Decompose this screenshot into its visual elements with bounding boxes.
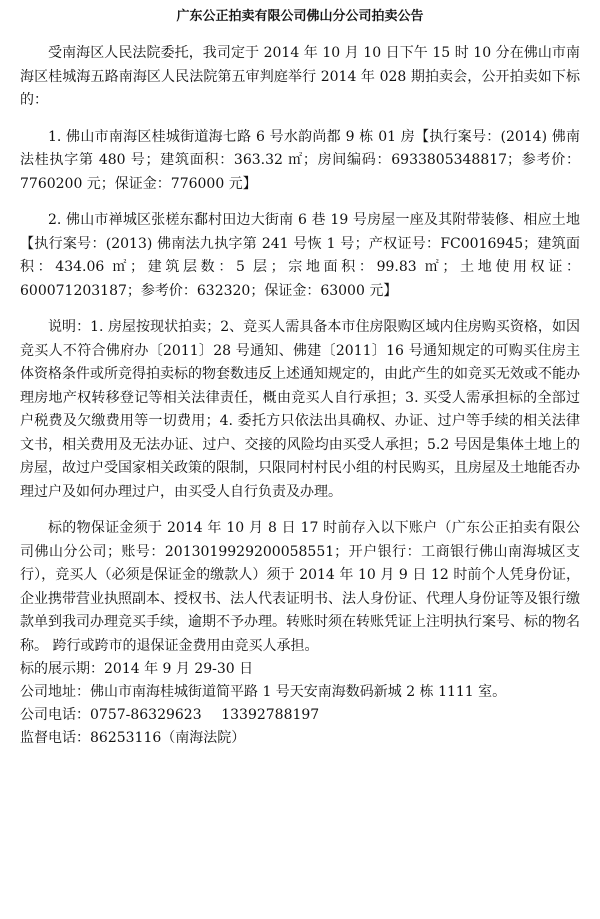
phone-label: 公司电话：	[20, 707, 90, 723]
address-label: 公司地址：	[20, 684, 90, 700]
phone-number-2: 13392788197	[221, 707, 320, 723]
supervision-value: 86253116（南海法院）	[90, 730, 246, 746]
exhibition-value: 2014 年 9 月 29-30 日	[104, 661, 254, 677]
address-value: 佛山市南海桂城街道简平路 1 号天安南海数码新城 2 栋 1111 室。	[90, 684, 507, 700]
exhibition-period	[20, 658, 580, 681]
lot-item-1: 1. 佛山市南海区桂城街道海七路 6 号水韵尚都 9 栋 01 房【执行案号：(2014) 佛南法桂执字第 480 号；建筑面积：363.32 ㎡；房间编码：6933805348817；参考价：7760200 元；保证金：776000 元】	[20, 128, 580, 192]
company-phone	[20, 704, 580, 727]
phone-number-1: 0757-86329623	[90, 707, 202, 723]
supervision-label: 监督电话：	[20, 730, 90, 746]
notes-paragraph: 说明：1. 房屋按现状拍卖；2、竞买人需具备本市住房限购区域内住房购买资格，如因竞买人不符合佛府办〔2011〕28 号通知、佛建〔2011〕16 号通知规定的可购买住房主体资格条件或所竞得拍卖标的物套数违反上述通知规定的，由此产生的如竞买无效或不能办理房地产权转移登记等相关法律责任，概由竞买人自行承担；3. 买受人需承担标的全部过户税费及欠缴费用等一切费用；4. 委托方只依法出具确权、办证、过户等手续的相关法律文书，相关费用及无法办证、过户、交接的风险均由买受人承担；5.2 号因是集体土地上的房屋，故过户受国家相关政策的限制，只限同村村民小组的村民购买，且房屋及土地能否办理过户及如何办理过户，由买受人自行负责及办理。	[20, 319, 580, 500]
company-address	[20, 681, 580, 704]
notice-title: 广东公正拍卖有限公司佛山分公司拍卖公告	[176, 9, 424, 24]
lot-item-2: 2. 佛山市禅城区张槎东鄱村田边大街南 6 巷 19 号房屋一座及其附带装修、相应土地【执行案号：(2013) 佛南法九执字第 241 号恢 1 号；产权证号：FC0016945；建筑面积：434.06 ㎡；建筑层数：5 层；宗地面积：99.83 ㎡；土地使用权证：600071203187；参考价：632320；保证金：63000 元】	[20, 212, 580, 299]
deposit-paragraph: 标的物保证金须于 2014 年 10 月 8 日 17 时前存入以下账户（广东公正拍卖有限公司佛山分公司；账号：2013019929200058551；开户银行：工商银行佛山南海城区支行），竞买人（必须是保证金的缴款人）须于 2014 年 10 月 9 日 12 时前个人凭身份证，企业携带营业执照副本、授权书、法人代表证明书、法人身份证、代理人身份证等及银行缴款单到我司办理竞买手续，逾期不予办理。转账时须在转账凭证上注明执行案号、标的物名称。 跨行或跨市的退保证金费用由竞买人承担。	[20, 520, 580, 654]
supervision-phone	[20, 727, 580, 750]
exhibition-label: 标的展示期：	[20, 661, 104, 677]
intro-paragraph: 受南海区人民法院委托，我司定于 2014 年 10 月 10 日下午 15 时 10 分在佛山市南海区桂城海五路南海区人民法院第五审判庭举行 2014 年 028 期拍卖会，公开拍卖如下标的：	[20, 45, 580, 108]
